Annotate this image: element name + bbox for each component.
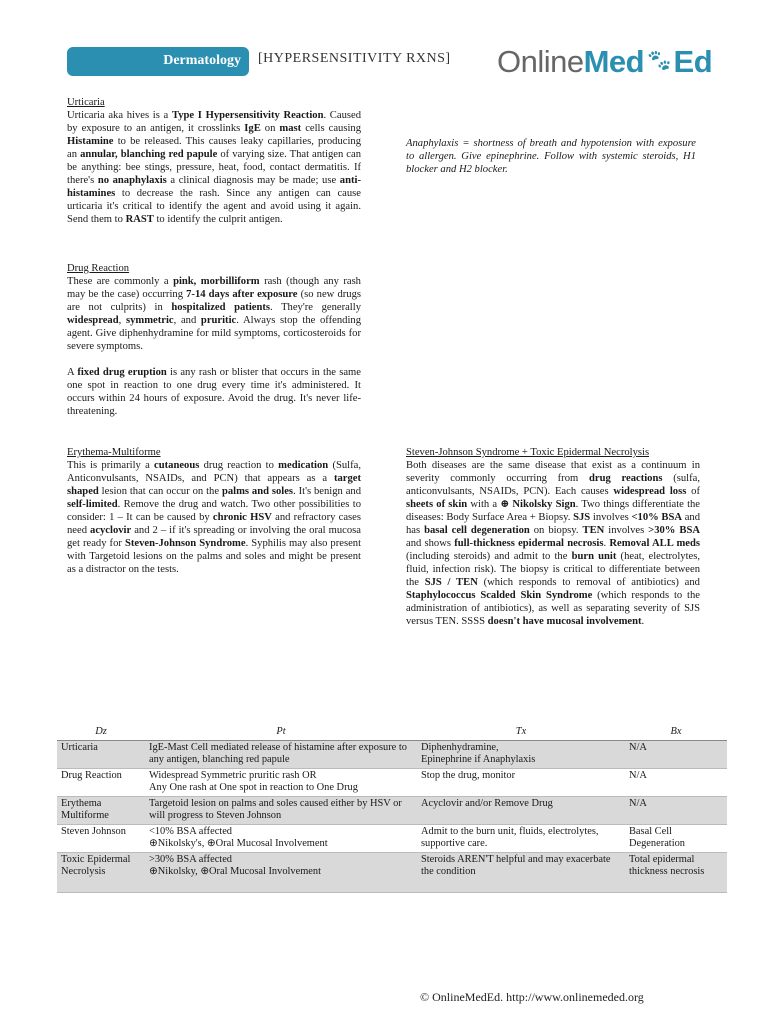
table-row [57,796,727,824]
drug-reaction-text: These are commonly a pink, morbilliform rash (though any rash may be the case) occurring 7-14 days after exposure (so new drugs are not culprits) in hospitalized patients. They're generally widespread, symmetric, and pruritic. Always stop the offending agent. Give diphenhydramine for mild symptoms, corticosteroids for severe symptoms. [67,276,361,352]
section-title: Steven-Johnson Syndrome + Toxic Epidermal Necrolysis [406,447,650,458]
cell-dz: Toxic Epidermal Necrolysis [57,852,145,892]
cell-dz: Urticaria [57,740,145,768]
cell-pt: Targetoid lesion on palms and soles caused either by HSV or will progress to Steven Johnson [145,796,417,824]
cell-pt: >30% BSA affected ⊕Nikolsky, ⊕Oral Mucosal Involvement [145,852,417,892]
table-row [57,740,727,768]
footer-copyright: © OnlineMedEd. http://www.onlinemeded.org [420,990,644,1004]
cell-tx: Diphenhydramine, Epinephrine if Anaphylaxis [417,740,625,768]
section-title: Urticaria [67,97,105,108]
fixed-drug-eruption-text: A fixed drug eruption is any rash or blister that occurs in the same one spot in reaction to one drug every time it's administered. It occurs within 24 hours of exposure. Avoid the drug. It's never life-threatening. [67,367,361,417]
urticaria-section [67,96,361,226]
onlinemeded-logo: OnlineMed🐾︎Ed [497,44,713,79]
cell-pt: <10% BSA affected ⊕Nikolsky's, ⊕Oral Mucosal Involvement [145,824,417,852]
cell-bx: N/A [625,796,727,824]
section-title: Drug Reaction [67,263,130,274]
subtopic-label: [HYPERSENSITIVITY RXNS] [258,51,451,66]
topic-label: Dermatology [163,53,241,68]
cell-pt: Widespread Symmetric pruritic rash OR Any One rash at One spot in reaction to One Drug [145,768,417,796]
cell-tx: Stop the drug, monitor [417,768,625,796]
cell-tx: Steroids AREN'T helpful and may exacerbate the condition [417,852,625,892]
sjs-text: Both diseases are the same disease that exist as a continuum in severity commonly occurring from drug reactions (sulfa, anticonvulsants, NSAIDs, PCN). Each causes widespread loss of sheets of skin with a ⊕ Nikolsky Sign. Two things differentiate the diseases: Body Surface Area + Biopsy. SJS involves <10% BSA and has basal cell degeneration on biopsy. TEN involves >30% BSA and shows full-thickness epidermal necrosis. Removal ALL meds (including steroids) and admit to the burn unit (heat, electrolytes, fluid, infection risk). The biopsy is critical to differentiate between the SJS / TEN (which responds to removal of antibiotics) and Staphylococcus Scalded Skin Syndrome (which responds to the administration of antibiotics), as well as separating severity of SJS versus TEN. SSSS doesn't have mucosal involvement. [406,460,701,627]
topic-banner [67,47,249,76]
cell-dz: Drug Reaction [57,768,145,796]
table-row [57,852,727,892]
cell-dz: Erythema Multiforme [57,796,145,824]
cell-dz: Steven Johnson [57,824,145,852]
cell-bx: Basal Cell Degeneration [625,824,727,852]
header-dz: Dz [57,725,145,740]
table-row [57,824,727,852]
erythema-multiforme-section [67,446,361,576]
table-header-row [57,725,727,740]
header-bx: Bx [625,725,727,740]
anaphylaxis-note: Anaphylaxis = shortness of breath and hypotension with exposure to allergen. Give epinephrine. Follow with systemic steroids, H1 blocker and H2 blocker. [406,138,696,175]
cell-bx: N/A [625,768,727,796]
header-pt: Pt [145,725,417,740]
table-row [57,768,727,796]
cell-bx: Total epidermal thickness necrosis [625,852,727,892]
erythema-text: This is primarily a cutaneous drug reaction to medication (Sulfa, Anticonvulsants, NSAIDs, and PCN) that appears as a target shaped lesion that can occur on the palms and soles. It's benign and self-limited. Remove the drug and watch. Two other possibilities to consider: 1 – It can be caused by chronic HSV and refractory cases need acyclovir and 2 – if it's spreading or involving the oral mucosa get ready for Steven-Johnson Syndrome. Syphilis may also present with Targetoid lesions on the palms and soles and might be present as a distractor on the tests. [67,460,362,575]
cell-pt: IgE-Mast Cell mediated release of histamine after exposure to any antigen, blanching red papule [145,740,417,768]
header-tx: Tx [417,725,625,740]
cell-tx: Acyclovir and/or Remove Drug [417,796,625,824]
drug-reaction-section [67,262,361,418]
paw-icon: 🐾︎ [645,48,673,73]
summary-table [57,725,727,893]
cell-tx: Admit to the burn unit, fluids, electrolytes, supportive care. [417,824,625,852]
section-title: Erythema-Multiforme [67,447,161,458]
urticaria-text: Urticaria aka hives is a Type I Hypersensitivity Reaction. Caused by exposure to an antigen, it crosslinks IgE on mast cells causing Histamine to be released. This causes leaky capillaries, producing an annular, blanching red papule of varying size. That antigen can be anything: bee stings, pressure, heat, food, contact dermatitis. If there's no anaphylaxis a clinical diagnosis may be made; use anti-histamines to decrease the rash. Since any antigen can cause urticaria it's critical to identify the agent and avoid using it again. Send them to RAST to identify the culprit antigen. [67,110,361,225]
sjs-ten-section [406,446,700,628]
cell-bx: N/A [625,740,727,768]
